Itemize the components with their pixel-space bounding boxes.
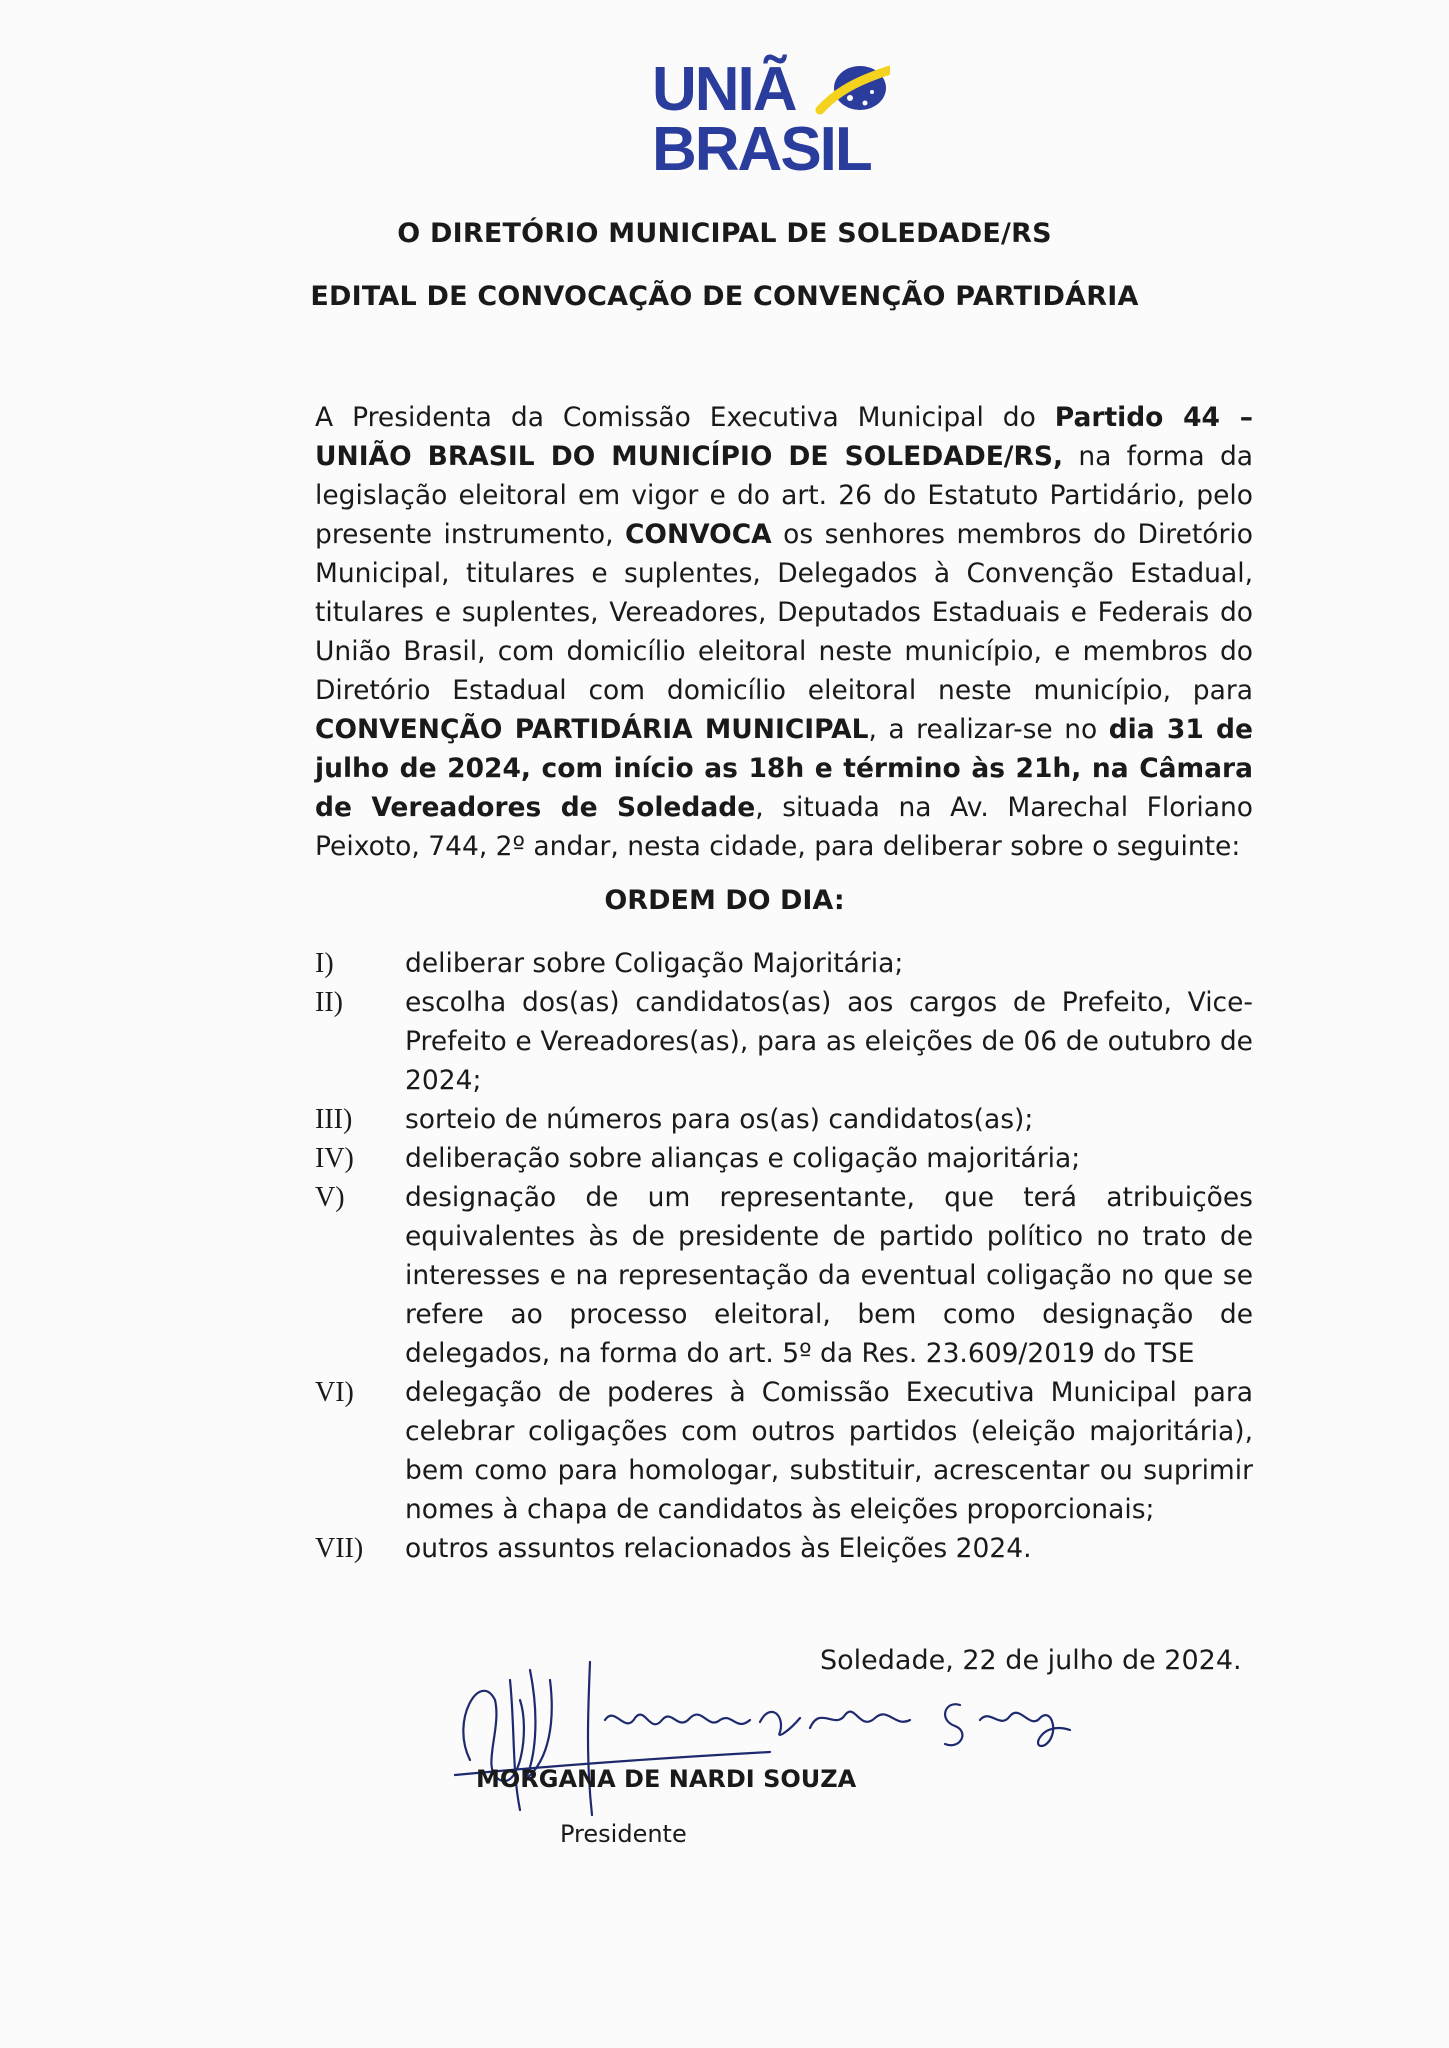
list-item — [315, 1139, 1253, 1178]
signatory-role: Presidente — [560, 1820, 687, 1848]
list-item — [315, 944, 1253, 983]
convocation-paragraph — [315, 398, 1253, 866]
item-text: sorteio de números para os(as) candidatos(as); — [405, 1104, 1034, 1135]
item-number: VI) — [315, 1377, 354, 1408]
edital-title: EDITAL DE CONVOCAÇÃO DE CONVENÇÃO PARTIDÁRIA — [310, 281, 1139, 312]
item-number: IV) — [315, 1143, 354, 1174]
body-party-name: Partido 44 – UNIÃO BRASIL DO MUNICÍPIO DE SOLEDADE/RS, — [315, 402, 1253, 472]
body-text-5: , situada na Av. Marechal Floriano Peixoto, 744, 2º andar, nesta cidade, para deliberar sobre o seguinte: — [315, 792, 1253, 862]
item-text: deliberação sobre alianças e coligação majoritária; — [405, 1143, 1081, 1174]
body-convoca: CONVOCA — [624, 519, 772, 550]
body-text-4: , a realizar-se no — [868, 714, 1109, 745]
item-text: deliberar sobre Coligação Majoritária; — [405, 948, 904, 979]
item-text: outros assuntos relacionados às Eleições 2024. — [405, 1533, 1032, 1564]
handwritten-signature — [440, 1640, 1120, 1820]
item-text: delegação de poderes à Comissão Executiva Municipal para celebrar coligações com outros partidos (eleição majoritária), bem como para homologar, substituir, acrescentar ou suprimir nomes à chapa de candidatos às eleições proporcionais; — [405, 1377, 1253, 1525]
body-text-1: A Presidenta da Comissão Executiva Municipal do — [315, 402, 1055, 433]
item-number: III) — [315, 1104, 353, 1135]
directory-title: O DIRETÓRIO MUNICIPAL DE SOLEDADE/RS — [397, 218, 1052, 249]
list-item — [315, 1529, 1253, 1568]
body-convention: CONVENÇÃO PARTIDÁRIA MUNICIPAL — [315, 714, 869, 745]
svg-text:BRASIL: BRASIL — [652, 115, 871, 178]
list-item — [315, 983, 1253, 1100]
uniao-brasil-logo — [650, 48, 890, 178]
list-item — [315, 1178, 1253, 1373]
item-text: escolha dos(as) candidatos(as) aos cargos de Prefeito, Vice-Prefeito e Vereadores(as), para as eleições de 06 de outubro de 2024; — [405, 987, 1253, 1096]
list-item — [315, 1100, 1253, 1139]
logo-graphic — [650, 48, 890, 178]
item-number: I) — [315, 948, 334, 979]
item-number: V) — [315, 1182, 345, 1213]
signatory-name: MORGANA DE NARDI SOUZA — [476, 1765, 857, 1793]
date-line: Soledade, 22 de julho de 2024. — [820, 1645, 1242, 1676]
body-text-3: os senhores membros do Diretório Municipal, titulares e suplentes, Delegados à Convenção Estadual, titulares e suplentes, Vereadores, Deputados Estaduais e Federais do União Brasil, com domicílio eleitoral neste município, e membros do Diretório Estadual com domicílio eleitoral neste município, para — [315, 519, 1253, 706]
item-number: II) — [315, 987, 343, 1018]
svg-text:UNIÃ: UNIÃ — [652, 55, 796, 124]
item-text: designação de um representante, que terá atribuições equivalentes às de presidente de partido político no trato de interesses e na representação da eventual coligação no que se refere ao processo eleitoral, bem como designação de delegados, na forma do art. 5º da Res. 23.609/2019 do TSE — [405, 1182, 1253, 1369]
agenda-list — [315, 944, 1253, 1568]
item-number: VII) — [315, 1533, 364, 1564]
body-text-2: na forma da legislação eleitoral em vigor e do art. 26 do Estatuto Partidário, pelo presente instrumento, — [315, 441, 1253, 550]
list-item — [315, 1373, 1253, 1529]
ordem-do-dia-title: ORDEM DO DIA: — [604, 885, 845, 916]
body-date-place: dia 31 de julho de 2024, com início as 18h e término às 21h, na Câmara de Vereadores de Soledade — [315, 714, 1253, 823]
